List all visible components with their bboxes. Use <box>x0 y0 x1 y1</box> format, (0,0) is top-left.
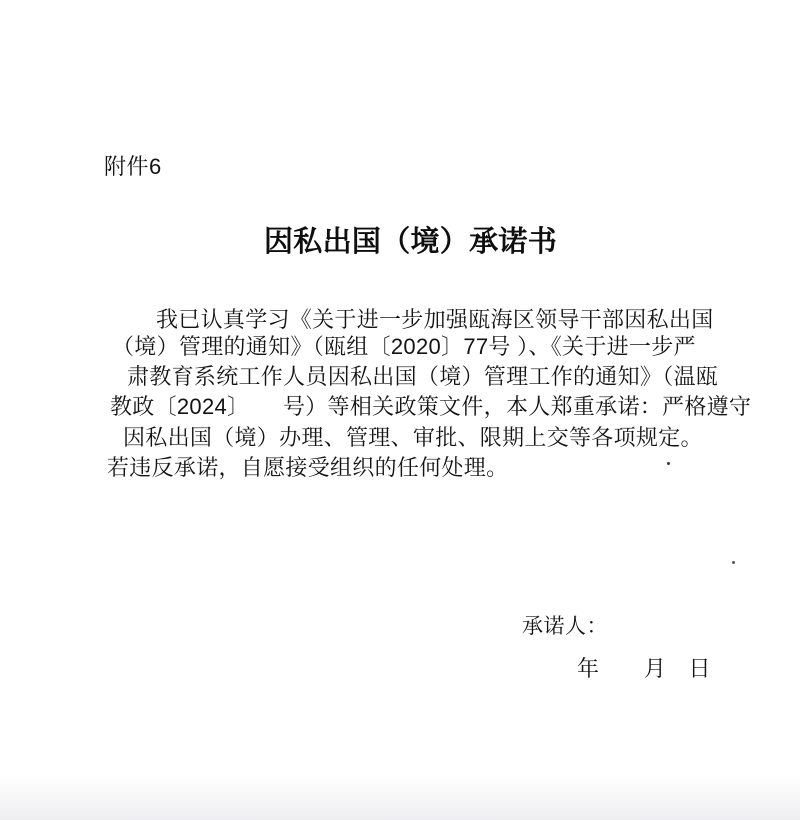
body-line: 因私出国（境）办理、管理、审批、限期上交等各项规定。 <box>123 425 703 450</box>
scan-speck <box>732 561 735 564</box>
body-line: 我已认真学习《关于进一步加强瓯海区领导干部因私出国 <box>156 307 714 332</box>
page-bottom-shade <box>0 776 800 820</box>
date-line: 年 月 日 <box>577 656 711 681</box>
attachment-label: 附件6 <box>104 154 162 179</box>
body-line: 肃教育系统工作人员因私出国（境）管理工作的通知》（温瓯 <box>127 364 719 389</box>
body-line: （境）管理的通知》（瓯组〔2020〕77号 ）、《关于进一步严 <box>112 334 696 359</box>
scan-speck <box>667 462 670 465</box>
document-title: 因私出国（境）承诺书 <box>264 226 558 258</box>
body-line: 教政〔2024〕 号）等相关政策文件，本人郑重承诺：严格遵守 <box>110 394 752 419</box>
body-line: 若违反承诺，自愿接受组织的任何处理。 <box>107 455 509 480</box>
signer-label: 承诺人： <box>522 615 608 638</box>
